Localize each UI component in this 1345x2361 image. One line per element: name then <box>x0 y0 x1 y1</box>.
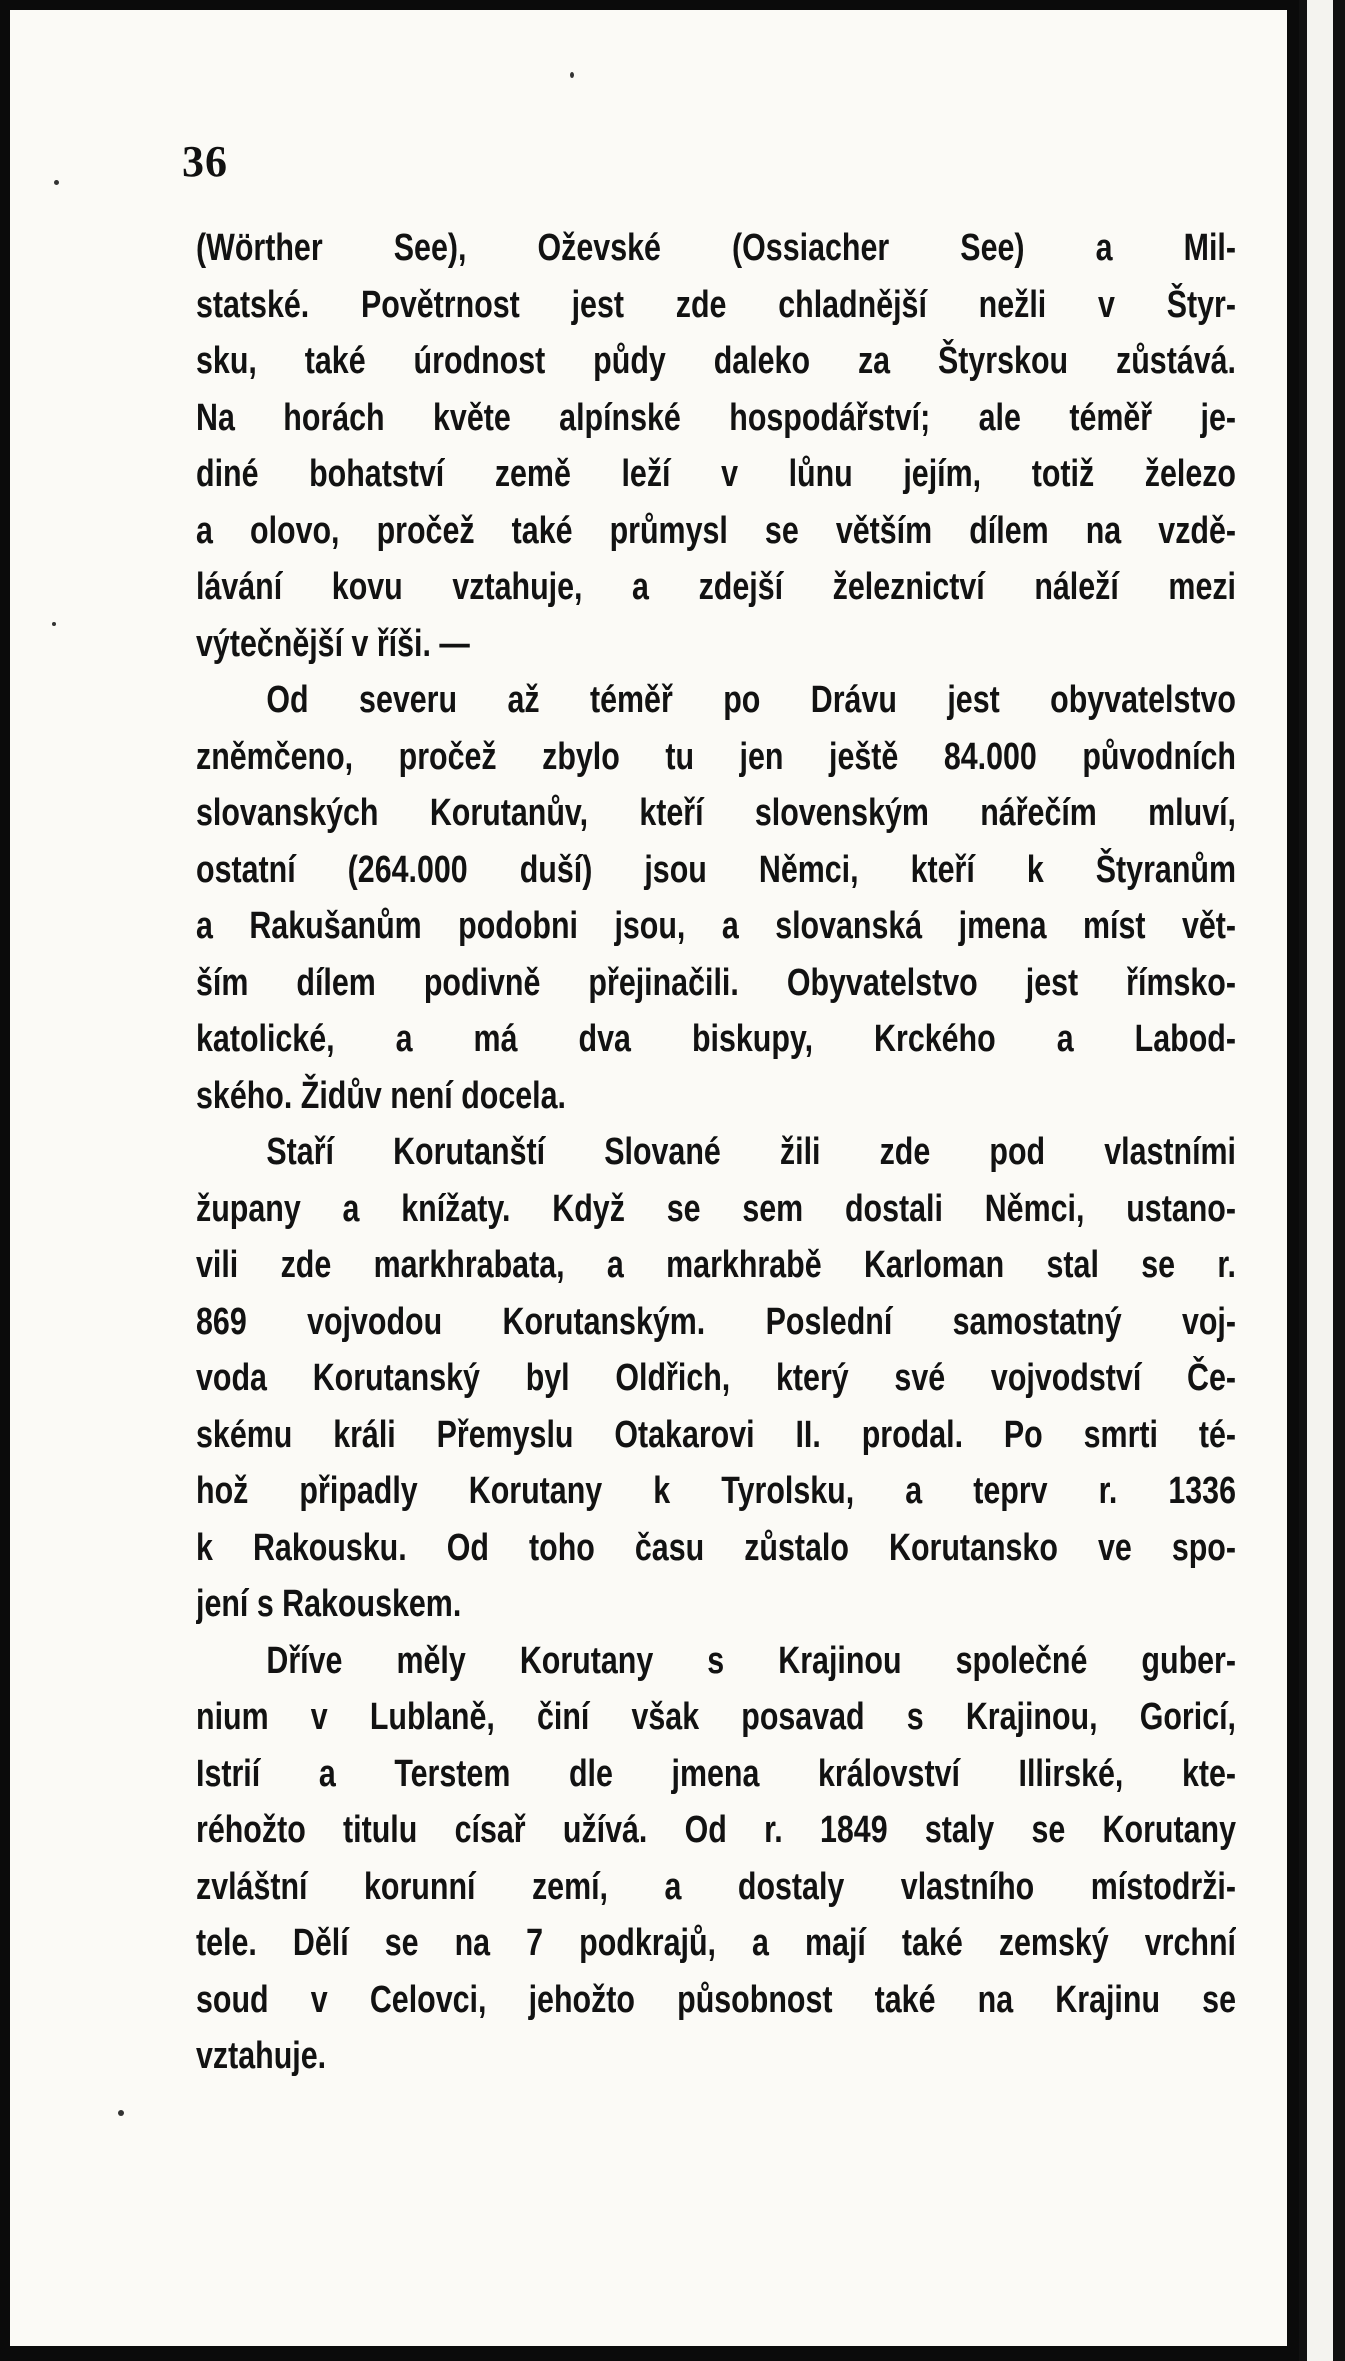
text-line-16: ského. Židův není docela. <box>196 1074 566 1117</box>
text-line-19: vili zde markhrabata, a markhrabě Karloman stal se r. <box>196 1244 1236 1286</box>
page-number: 36 <box>182 137 228 186</box>
text-line-18: župany a knížaty. Když se sem dostali Němci, ustano- <box>196 1187 1236 1230</box>
text-line-12: ostatní (264.000 duší) jsou Němci, kteří k Štyranům <box>196 848 1236 891</box>
book-page <box>10 10 1287 2346</box>
text-line-30: zvláštní korunní zemí, a dostaly vlastního místodrži- <box>196 1865 1236 1908</box>
text-line-5: diné bohatství země leží v lůnu jejím, totiž železo <box>196 453 1236 495</box>
text-line-10: zněmčeno, pročež zbylo tu jen ještě 84.000 původních <box>196 735 1236 778</box>
text-line-21: voda Korutanský byl Oldřich, který své vojvodství Če- <box>196 1357 1236 1399</box>
text-line-20: 869 vojvodou Korutanským. Poslední samostatný voj- <box>196 1300 1236 1343</box>
text-line-24: k Rakousku. Od toho času zůstalo Korutansko ve spo- <box>196 1526 1236 1569</box>
text-line-11: slovanských Korutanův, kteří slovenským nářečím mluví, <box>196 792 1236 834</box>
body-text <box>196 220 1236 2085</box>
text-line-32: soud v Celovci, jehožto působnost také na Krajinu se <box>196 1978 1236 2021</box>
text-line-7: lávání kovu vztahuje, a zdejší železnictví náleží mezi <box>196 566 1236 608</box>
text-line-29: réhožto titulu císař užívá. Od r. 1849 staly se Korutany <box>196 1809 1236 1851</box>
text-line-15: katolické, a má dva biskupy, Krckého a Labod- <box>196 1018 1236 1060</box>
text-line-26: Dříve měly Korutany s Krajinou společné guber- <box>266 1639 1236 1682</box>
text-line-6: a olovo, pročež také průmysl se větším dílem na vzdě- <box>196 509 1236 552</box>
text-line-3: sku, také úrodnost půdy daleko za Štyrskou zůstává. <box>196 340 1236 382</box>
scan-speck <box>52 622 56 626</box>
text-line-13: a Rakušanům podobni jsou, a slovanská jmena míst vět- <box>196 905 1236 947</box>
text-line-14: ším dílem podivně přejinačili. Obyvatelstvo jest římsko- <box>196 961 1236 1004</box>
text-line-22: skému králi Přemyslu Otakarovi II. prodal. Po smrti té- <box>196 1413 1236 1456</box>
scan-speck <box>54 180 59 185</box>
text-line-25: jení s Rakouskem. <box>196 1583 462 1625</box>
text-line-8: výtečnější v říši. — <box>196 622 470 665</box>
scan-speck <box>118 2110 124 2116</box>
scan-speck <box>570 72 574 78</box>
scan-edge <box>1299 0 1345 2361</box>
text-line-27: nium v Lublaně, činí však posavad s Krajinou, Goricí, <box>196 1696 1236 1738</box>
text-line-2: statské. Povětrnost jest zde chladnější nežli v Štyr- <box>196 283 1236 326</box>
text-line-1: (Wörther See), Oževské (Ossiacher See) a Mil- <box>196 227 1236 269</box>
text-line-9: Od severu až téměř po Drávu jest obyvatelstvo <box>266 679 1236 721</box>
text-line-4: Na horách květe alpínské hospodářství; ale téměř je- <box>196 396 1236 439</box>
text-line-33: vztahuje. <box>196 2035 327 2077</box>
text-line-23: hož připadly Korutany k Tyrolsku, a teprv r. 1336 <box>196 1470 1236 1512</box>
text-line-17: Staří Korutanští Slované žili zde pod vlastními <box>266 1131 1236 1173</box>
text-line-28: Istrií a Terstem dle jmena království Illirské, kte- <box>196 1752 1236 1795</box>
text-line-31: tele. Dělí se na 7 podkrajů, a mají také zemský vrchní <box>196 1922 1236 1964</box>
